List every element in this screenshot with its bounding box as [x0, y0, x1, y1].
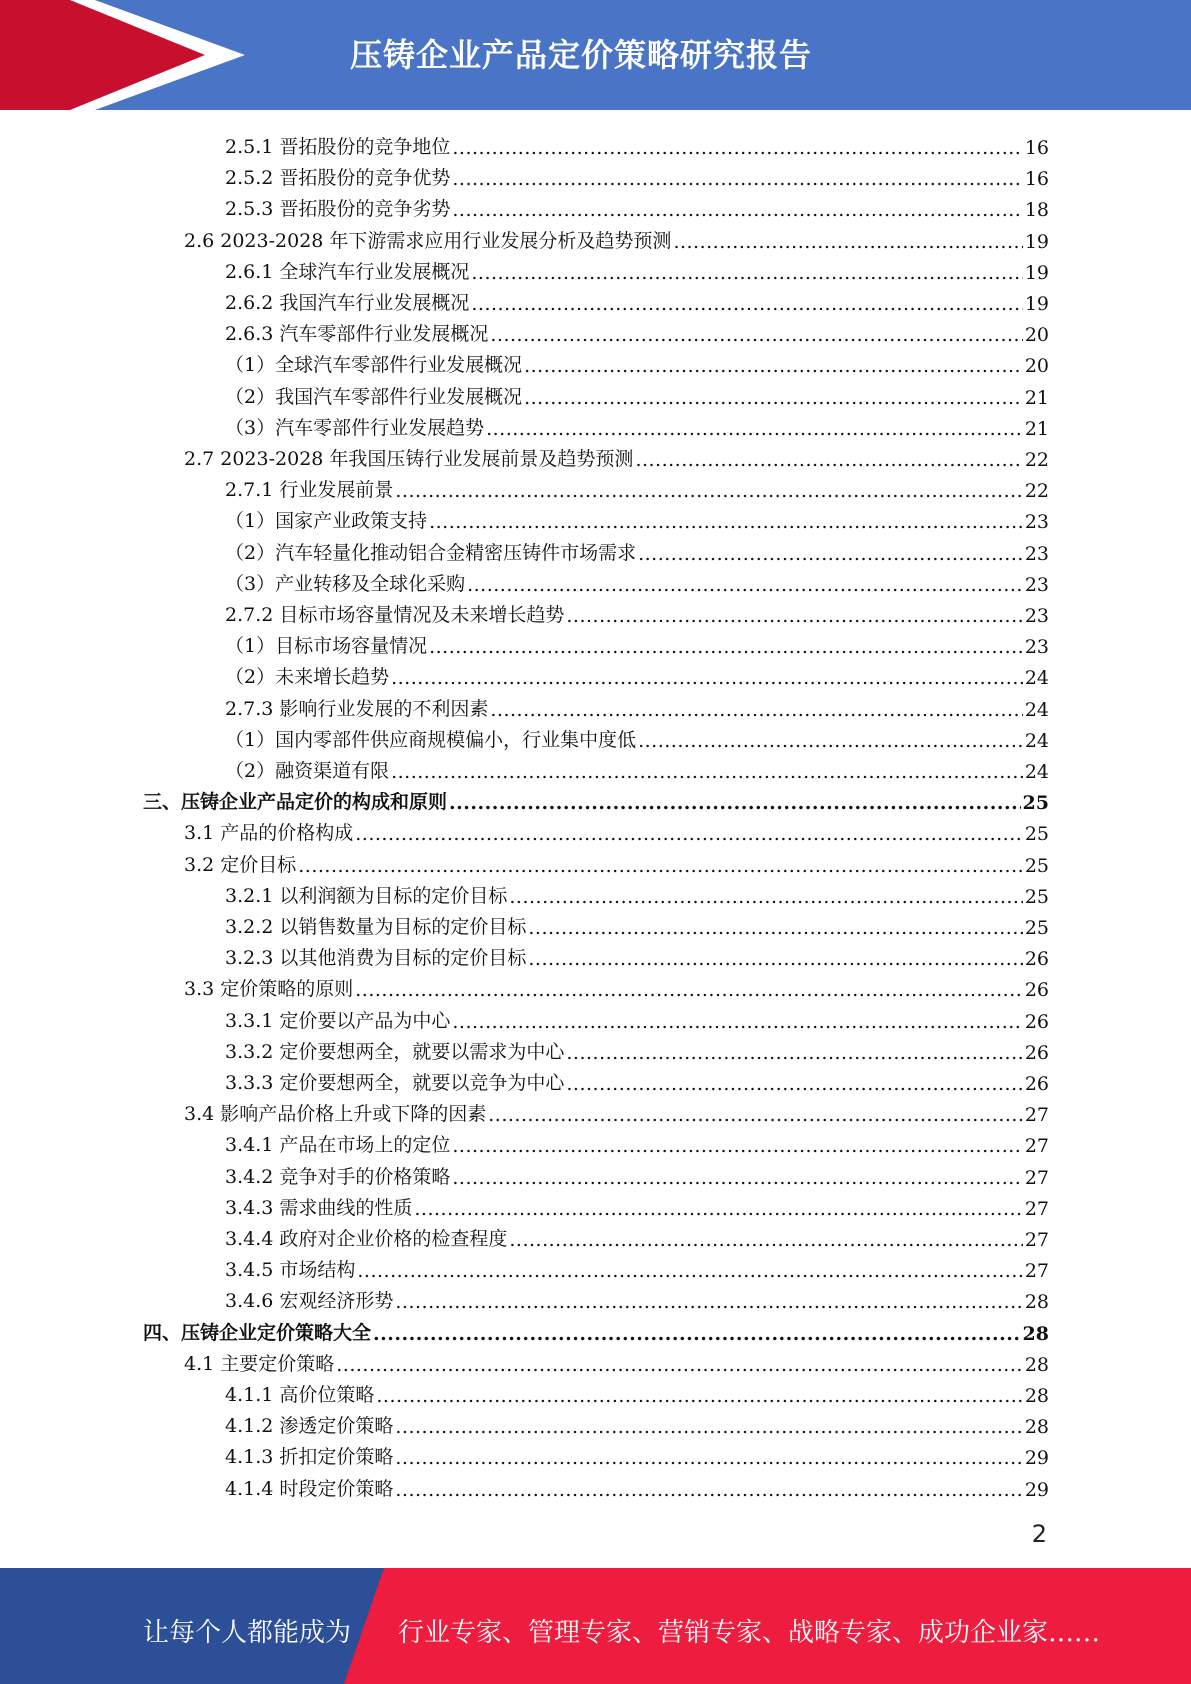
toc-entry-title: 3.4.4 政府对企业价格的检查程度: [225, 1228, 508, 1250]
toc-leader-dots: [395, 1416, 1022, 1438]
toc-entry-page: 26: [1024, 1073, 1049, 1095]
toc-entry-page: 16: [1024, 137, 1049, 159]
toc-entry-page: 23: [1024, 573, 1049, 596]
toc-entry[interactable]: [225, 1376, 1049, 1407]
toc-entry-title: 2.7 2023-2028 年我国压铸行业发展前景及趋势预测: [184, 448, 634, 470]
toc-entry-page: 29: [1024, 1447, 1049, 1470]
toc-leader-dots: [355, 823, 1023, 845]
toc-entry-page: 20: [1024, 324, 1049, 347]
toc-entry[interactable]: [225, 253, 1049, 284]
toc-entry[interactable]: [225, 502, 1049, 533]
toc-entry-page: 24: [1024, 761, 1049, 783]
toc-leader-dots: [395, 1447, 1022, 1469]
toc-leader-dots: [376, 1385, 1022, 1407]
toc-entry-page: 23: [1024, 605, 1049, 627]
toc-entry-page: 22: [1024, 449, 1049, 471]
toc-leader-dots: [336, 1354, 1023, 1376]
toc-entry-page: 26: [1024, 979, 1049, 1002]
toc-entry-title: 3.4.6 宏观经济形势: [225, 1290, 394, 1313]
toc-leader-dots: [452, 1167, 1022, 1189]
toc-entry[interactable]: [225, 752, 1049, 783]
toc-leader-dots: [395, 480, 1022, 502]
toc-entry-title: （1）国家产业政策支持: [225, 510, 428, 533]
toc-entry[interactable]: [225, 128, 1049, 159]
toc-entry-page: 25: [1024, 885, 1049, 908]
toc-entry-page: 26: [1024, 1010, 1049, 1033]
toc-entry-page: 27: [1024, 1135, 1049, 1158]
toc-entry-page: 28: [1024, 1385, 1049, 1407]
toc-entry-title: （1）全球汽车零部件行业发展概况: [225, 354, 523, 377]
toc-entry[interactable]: [143, 1314, 1049, 1345]
toc-entry-title: （3）产业转移及全球化采购: [225, 572, 466, 595]
header-arrow-red-tip: [70, 0, 205, 110]
toc-leader-dots: [638, 730, 1023, 752]
toc-leader-dots: [486, 418, 1023, 440]
toc-entry[interactable]: [225, 471, 1049, 502]
toc-entry-title: 2.6.2 我国汽车行业发展概况: [225, 292, 470, 314]
toc-leader-dots: [509, 1229, 1022, 1251]
toc-leader-dots: [638, 543, 1023, 565]
toc-leader-dots: [452, 1135, 1022, 1157]
toc-leader-dots: [673, 231, 1022, 253]
toc-entry-title: （2）我国汽车零部件行业发展概况: [225, 385, 523, 408]
toc-entry-title: 3.2 定价目标: [184, 853, 297, 876]
toc-leader-dots: [452, 199, 1022, 221]
toc-entry[interactable]: [184, 440, 1049, 471]
toc-entry-page: 19: [1024, 261, 1049, 284]
toc-entry-title: 3.3.1 定价要以产品为中心: [225, 1009, 451, 1032]
toc-entry-page: 29: [1024, 1478, 1049, 1501]
toc-entry[interactable]: [225, 721, 1049, 752]
toc-entry-title: 3.1 产品的价格构成: [184, 822, 354, 845]
toc-entry-title: 2.6 2023-2028 年下游需求应用行业发展分析及趋势预测: [184, 229, 672, 252]
toc-leader-dots: [490, 324, 1022, 346]
toc-leader-dots: [488, 1104, 1023, 1126]
toc-entry[interactable]: [225, 1126, 1049, 1157]
toc-entry-page: 22: [1024, 480, 1049, 503]
toc-entry[interactable]: [225, 690, 1049, 721]
toc-entry-title: 2.7.1 行业发展前景: [225, 479, 394, 502]
toc-leader-dots: [509, 886, 1022, 908]
toc-entry-page: 27: [1024, 1260, 1049, 1283]
toc-leader-dots: [452, 1011, 1022, 1033]
toc-entry-title: （3）汽车零部件行业发展趋势: [225, 416, 485, 439]
toc-entry[interactable]: [225, 409, 1049, 440]
toc-entry[interactable]: [225, 627, 1049, 658]
page-header: [0, 0, 1191, 110]
page-number: 2: [1031, 1520, 1047, 1548]
toc-entry-title: 2.6.3 汽车零部件行业发展概况: [225, 323, 489, 346]
toc-entry-page: 25: [1022, 792, 1049, 815]
toc-entry-page: 18: [1024, 199, 1049, 222]
toc-entry-page: 27: [1024, 1104, 1049, 1127]
toc-entry-title: （2）汽车轻量化推动铝合金精密压铸件市场需求: [225, 541, 637, 564]
toc-entry-title: 3.2.3 以其他消费为目标的定价目标: [225, 947, 527, 970]
toc-entry-title: 2.5.1 晋拓股份的竞争地位: [225, 136, 451, 158]
toc-entry[interactable]: [184, 1095, 1049, 1126]
toc-entry-title: 3.4.1 产品在市场上的定位: [225, 1134, 451, 1157]
toc-leader-dots: [395, 1291, 1022, 1313]
toc-entry-page: 24: [1024, 698, 1049, 721]
toc-entry-title: （1）国内零部件供应商规模偏小，行业集中度低: [225, 728, 637, 751]
toc-entry-page: 28: [1024, 1353, 1049, 1376]
toc-entry-page: 25: [1024, 917, 1049, 939]
toc-entry-page: 26: [1024, 1041, 1049, 1064]
toc-entry[interactable]: [225, 534, 1049, 565]
toc-leader-dots: [357, 1260, 1022, 1282]
toc-entry-title: 4.1.3 折扣定价策略: [225, 1446, 394, 1469]
toc-entry[interactable]: [184, 222, 1049, 253]
toc-leader-dots: [355, 979, 1023, 1001]
toc-entry-page: 27: [1024, 1229, 1049, 1251]
toc-entry[interactable]: [184, 814, 1049, 845]
toc-entry[interactable]: [225, 378, 1049, 409]
toc-entry-title: 3.4 影响产品价格上升或下降的因素: [184, 1103, 487, 1126]
toc-entry-title: 2.7.2 目标市场容量情况及未来增长趋势: [225, 604, 565, 626]
toc-leader-dots: [391, 761, 1023, 783]
header-arrow-red: [0, 0, 70, 110]
toc-entry[interactable]: [225, 1251, 1049, 1282]
toc-entry-title: 3.4.2 竞争对手的价格策略: [225, 1165, 451, 1188]
footer-slogan-right: 行业专家、管理专家、营销专家、战略专家、成功企业家……: [398, 1618, 1101, 1648]
toc-entry[interactable]: [225, 596, 1049, 627]
toc-entry[interactable]: [225, 1470, 1049, 1501]
toc-entry[interactable]: [184, 1345, 1049, 1376]
page-footer: [0, 1568, 1191, 1684]
toc-entry[interactable]: [225, 658, 1049, 689]
toc-leader-dots: [391, 667, 1023, 689]
toc-entry-title: 四、压铸企业定价策略大全: [143, 1321, 372, 1344]
toc-entry[interactable]: [225, 1064, 1049, 1095]
toc-entry[interactable]: [225, 908, 1049, 939]
toc-entry-page: 28: [1024, 1291, 1049, 1314]
toc-entry-page: 24: [1024, 667, 1049, 690]
toc-leader-dots: [452, 137, 1022, 159]
toc-entry-page: 16: [1024, 168, 1049, 191]
toc-entry-page: 24: [1024, 729, 1049, 752]
toc-entry[interactable]: [225, 1438, 1049, 1469]
toc-entry[interactable]: [225, 939, 1049, 970]
toc-entry-page: 26: [1024, 948, 1049, 971]
toc-entry[interactable]: [225, 1189, 1049, 1220]
toc-entry-page: 20: [1024, 355, 1049, 378]
toc-leader-dots: [566, 1073, 1022, 1095]
toc-leader-dots: [635, 449, 1022, 471]
toc-entry[interactable]: [225, 1220, 1049, 1251]
toc-entry-title: 3.2.2 以销售数量为目标的定价目标: [225, 916, 527, 938]
toc-entry-page: 27: [1024, 1166, 1049, 1189]
toc-entry-title: 3.4.5 市场结构: [225, 1259, 356, 1282]
toc-entry-page: 28: [1024, 1416, 1049, 1439]
toc-entry-title: （1）目标市场容量情况: [225, 635, 428, 658]
toc-entry-page: 23: [1024, 636, 1049, 659]
toc-entry-title: （2）未来增长趋势: [225, 666, 390, 689]
toc-entry-title: 3.3.2 定价要想两全，就要以需求为中心: [225, 1040, 565, 1063]
toc-entry-title: 4.1 主要定价策略: [184, 1352, 335, 1375]
toc-leader-dots: [429, 511, 1023, 533]
toc-leader-dots: [429, 636, 1023, 658]
toc-entry-page: 25: [1024, 854, 1049, 877]
toc-entry-title: 4.1.2 渗透定价策略: [225, 1415, 394, 1438]
toc-entry-title: 3.2.1 以利润额为目标的定价目标: [225, 884, 508, 907]
toc-entry-page: 23: [1024, 542, 1049, 565]
toc-leader-dots: [395, 1479, 1022, 1501]
report-title: 压铸企业产品定价策略研究报告: [350, 36, 813, 74]
toc-leader-dots: [298, 855, 1023, 877]
toc-leader-dots: [414, 1198, 1022, 1220]
toc-entry[interactable]: [225, 346, 1049, 377]
toc-entry-page: 19: [1024, 230, 1049, 253]
toc-entry-title: 2.5.3 晋拓股份的竞争劣势: [225, 198, 451, 221]
toc-leader-dots: [566, 605, 1022, 627]
toc-entry[interactable]: [225, 1002, 1049, 1033]
toc-entry[interactable]: [143, 783, 1049, 814]
toc-entry-title: 2.5.2 晋拓股份的竞争优势: [225, 167, 451, 190]
toc-entry-title: 三、压铸企业产品定价的构成和原则: [143, 791, 448, 814]
toc-entry[interactable]: [225, 1407, 1049, 1438]
toc-entry-title: 3.3.3 定价要想两全，就要以竞争为中心: [225, 1072, 565, 1094]
toc-entry[interactable]: [225, 1158, 1049, 1189]
toc-entry-title: 2.6.1 全球汽车行业发展概况: [225, 260, 470, 283]
toc-leader-dots: [524, 355, 1023, 377]
toc-leader-dots: [490, 699, 1022, 721]
toc-entry-title: 4.1.1 高价位策略: [225, 1384, 375, 1406]
toc-entry[interactable]: [225, 315, 1049, 346]
toc-leader-dots: [452, 168, 1022, 190]
toc-leader-dots: [471, 293, 1022, 315]
toc-leader-dots: [528, 917, 1022, 939]
toc-entry-title: 3.4.3 需求曲线的性质: [225, 1196, 413, 1219]
toc-entry-page: 27: [1024, 1197, 1049, 1220]
toc-entry-page: 21: [1024, 417, 1049, 440]
toc-entry[interactable]: [225, 284, 1049, 315]
footer-slogan-left: 让每个人都能成为: [143, 1618, 352, 1648]
toc-entry[interactable]: [225, 1282, 1049, 1313]
toc-entry-title: 2.7.3 影响行业发展的不利因素: [225, 697, 489, 720]
toc-entry-title: 3.3 定价策略的原则: [184, 978, 354, 1001]
toc-entry-page: 23: [1024, 511, 1049, 534]
toc-leader-dots: [566, 1042, 1022, 1064]
toc-entry-page: 21: [1024, 386, 1049, 409]
toc-entry[interactable]: [225, 1033, 1049, 1064]
toc-entry-page: 19: [1024, 293, 1049, 315]
toc-entry[interactable]: [184, 846, 1049, 877]
toc-entry-title: （2）融资渠道有限: [225, 760, 390, 782]
toc-entry[interactable]: [225, 877, 1049, 908]
toc-leader-dots: [373, 1323, 1021, 1345]
toc-entry[interactable]: [225, 190, 1049, 221]
toc-leader-dots: [471, 262, 1022, 284]
toc-leader-dots: [528, 948, 1022, 970]
toc-entry[interactable]: [225, 159, 1049, 190]
toc-entry[interactable]: [184, 970, 1049, 1001]
toc-entry-page: 25: [1024, 823, 1049, 846]
toc-entry[interactable]: [225, 565, 1049, 596]
toc-leader-dots: [524, 387, 1023, 409]
toc-entry-page: 28: [1022, 1322, 1049, 1345]
toc-leader-dots: [467, 574, 1023, 596]
toc-entry-title: 4.1.4 时段定价策略: [225, 1477, 394, 1500]
toc-leader-dots: [449, 792, 1021, 814]
